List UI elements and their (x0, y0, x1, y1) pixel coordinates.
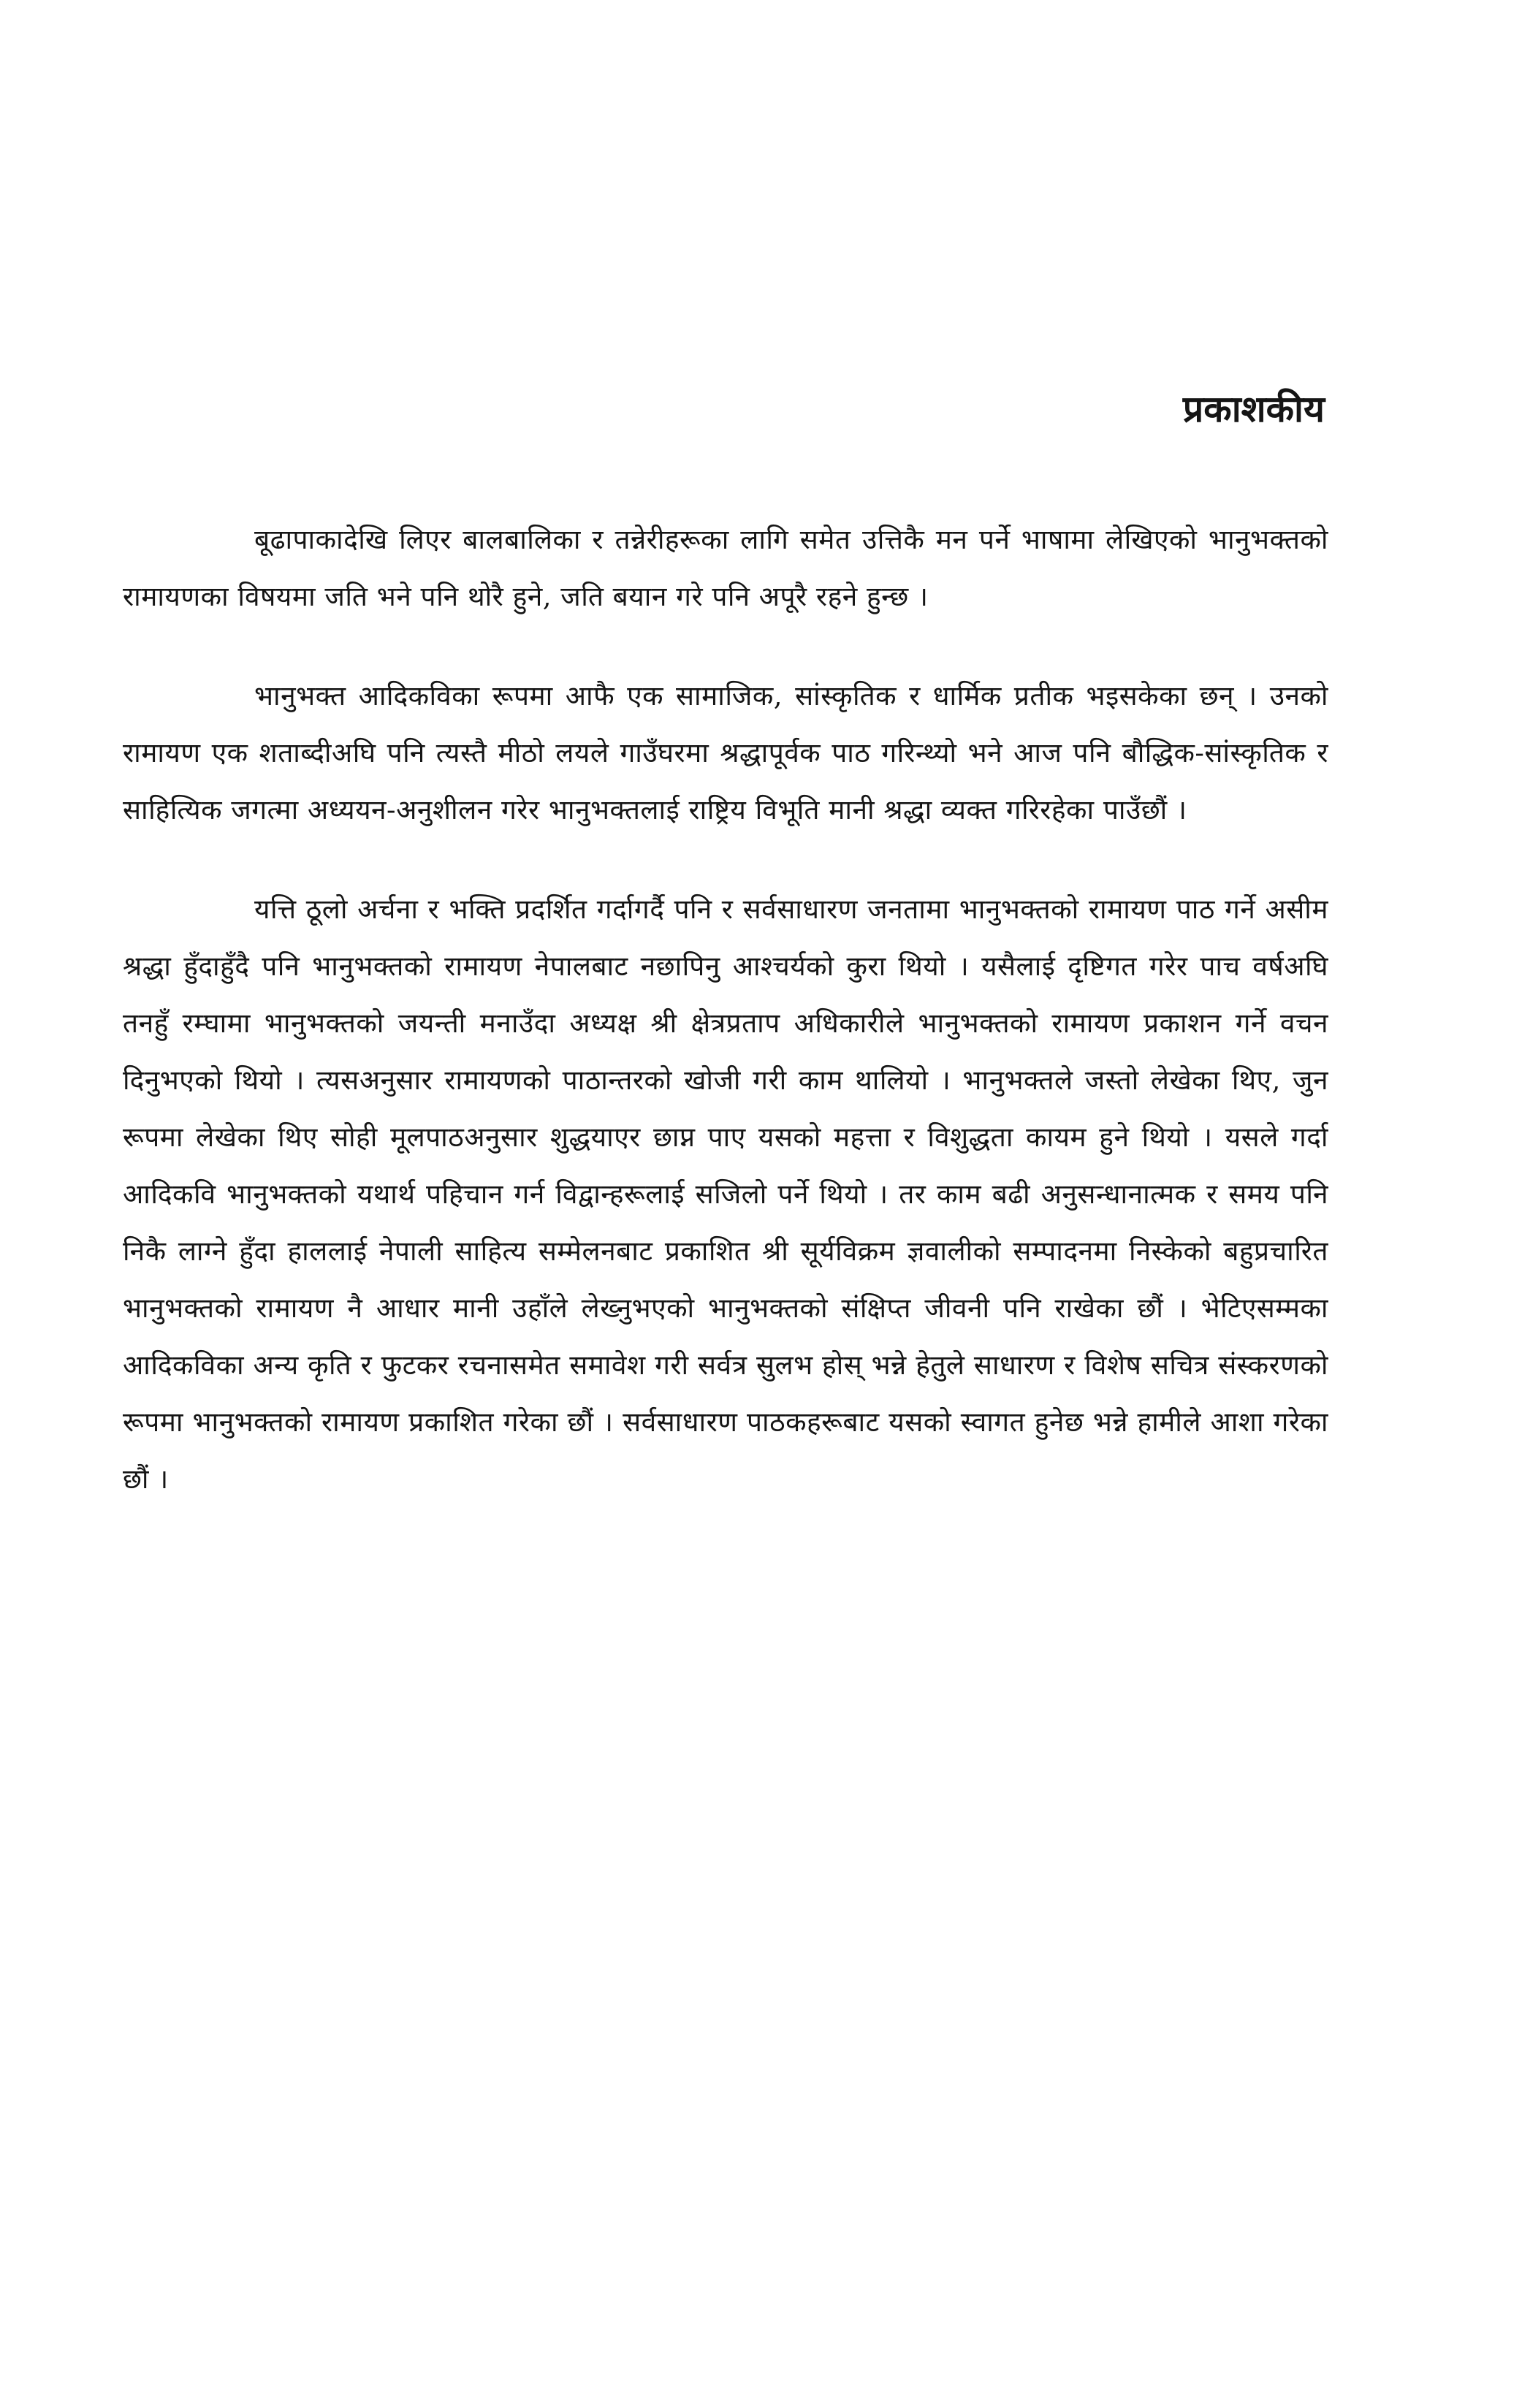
paragraph-2: भानुभक्त आदिकविका रूपमा आफै एक सामाजिक, सांस्कृतिक र धार्मिक प्रतीक भइसकेका छन् । उनको रामायण एक शताब्दीअघि पनि त्यस्तै मीठो लयले गाउँघरमा श्रद्धापूर्वक पाठ गरिन्थ्यो भने आज पनि बौद्धिक-सांस्कृतिक र साहित्यिक जगत्मा अध्ययन-अनुशीलन गरेर भानुभक्तलाई राष्ट्रिय विभूति मानी श्रद्धा व्यक्त गरिरहेका पाउँछौं । (123, 680, 1328, 826)
body-text (123, 511, 1328, 1508)
paragraph-3: यत्ति ठूलो अर्चना र भक्ति प्रदर्शित गर्दागर्दै पनि र सर्वसाधारण जनतामा भानुभक्तको रामायण पाठ गर्ने असीम श्रद्धा हुँदाहुँदै पनि भानुभक्तको रामायण नेपालबाट नछापिनु आश्चर्यको कुरा थियो । यसैलाई दृष्टिगत गरेर पाच वर्षअघि तनहुँ रम्घामा भानुभक्तको जयन्ती मनाउँदा अध्यक्ष श्री क्षेत्रप्रताप अधिकारीले भानुभक्तको रामायण प्रकाशन गर्ने वचन दिनुभएको थियो । त्यसअनुसार रामायणको पाठान्तरको खोजी गरी काम थालियो । भानुभक्तले जस्तो लेखेका थिए, जुन रूपमा लेखेका थिए सोही मूलपाठअनुसार शुद्धयाएर छाप्न पाए यसको महत्ता र विशुद्धता कायम हुने थियो । यसले गर्दा आदिकवि भानुभक्तको यथार्थ पहिचान गर्न विद्वान्हरूलाई सजिलो पर्ने थियो । तर काम बढी अनुसन्धानात्मक र समय पनि निकै लाग्ने हुँदा हाललाई नेपाली साहित्य सम्मेलनबाट प्रकाशित श्री सूर्यविक्रम ज्ञवालीको सम्पादनमा निस्केको बहुप्रचारित भानुभक्तको रामायण नै आधार मानी उहाँले लेख्नुभएको भानुभक्तको संक्षिप्त जीवनी पनि राखेका छौं । भेटिएसम्मका आदिकविका अन्य कृति र फुटकर रचनासमेत समावेश गरी सर्वत्र सुलभ होस् भन्ने हेतुले साधारण र विशेष सचित्र संस्करणको रूपमा भानुभक्तको रामायण प्रकाशित गरेका छौं । सर्वसाधारण पाठकहरूबाट यसको स्वागत हुनेछ भन्ने हामीले आशा गरेका छौं । (123, 894, 1328, 1495)
paragraph-1: बूढापाकादेखि लिएर बालबालिका र तन्नेरीहरूका लागि समेत उत्तिकै मन पर्ने भाषामा लेखिएको भानुभक्तको रामायणका विषयमा जति भने पनि थोरै हुने, जति बयान गरे पनि अपूरै रहने हुन्छ । (123, 524, 1328, 612)
page-title: प्रकाशकीय (1182, 388, 1325, 430)
